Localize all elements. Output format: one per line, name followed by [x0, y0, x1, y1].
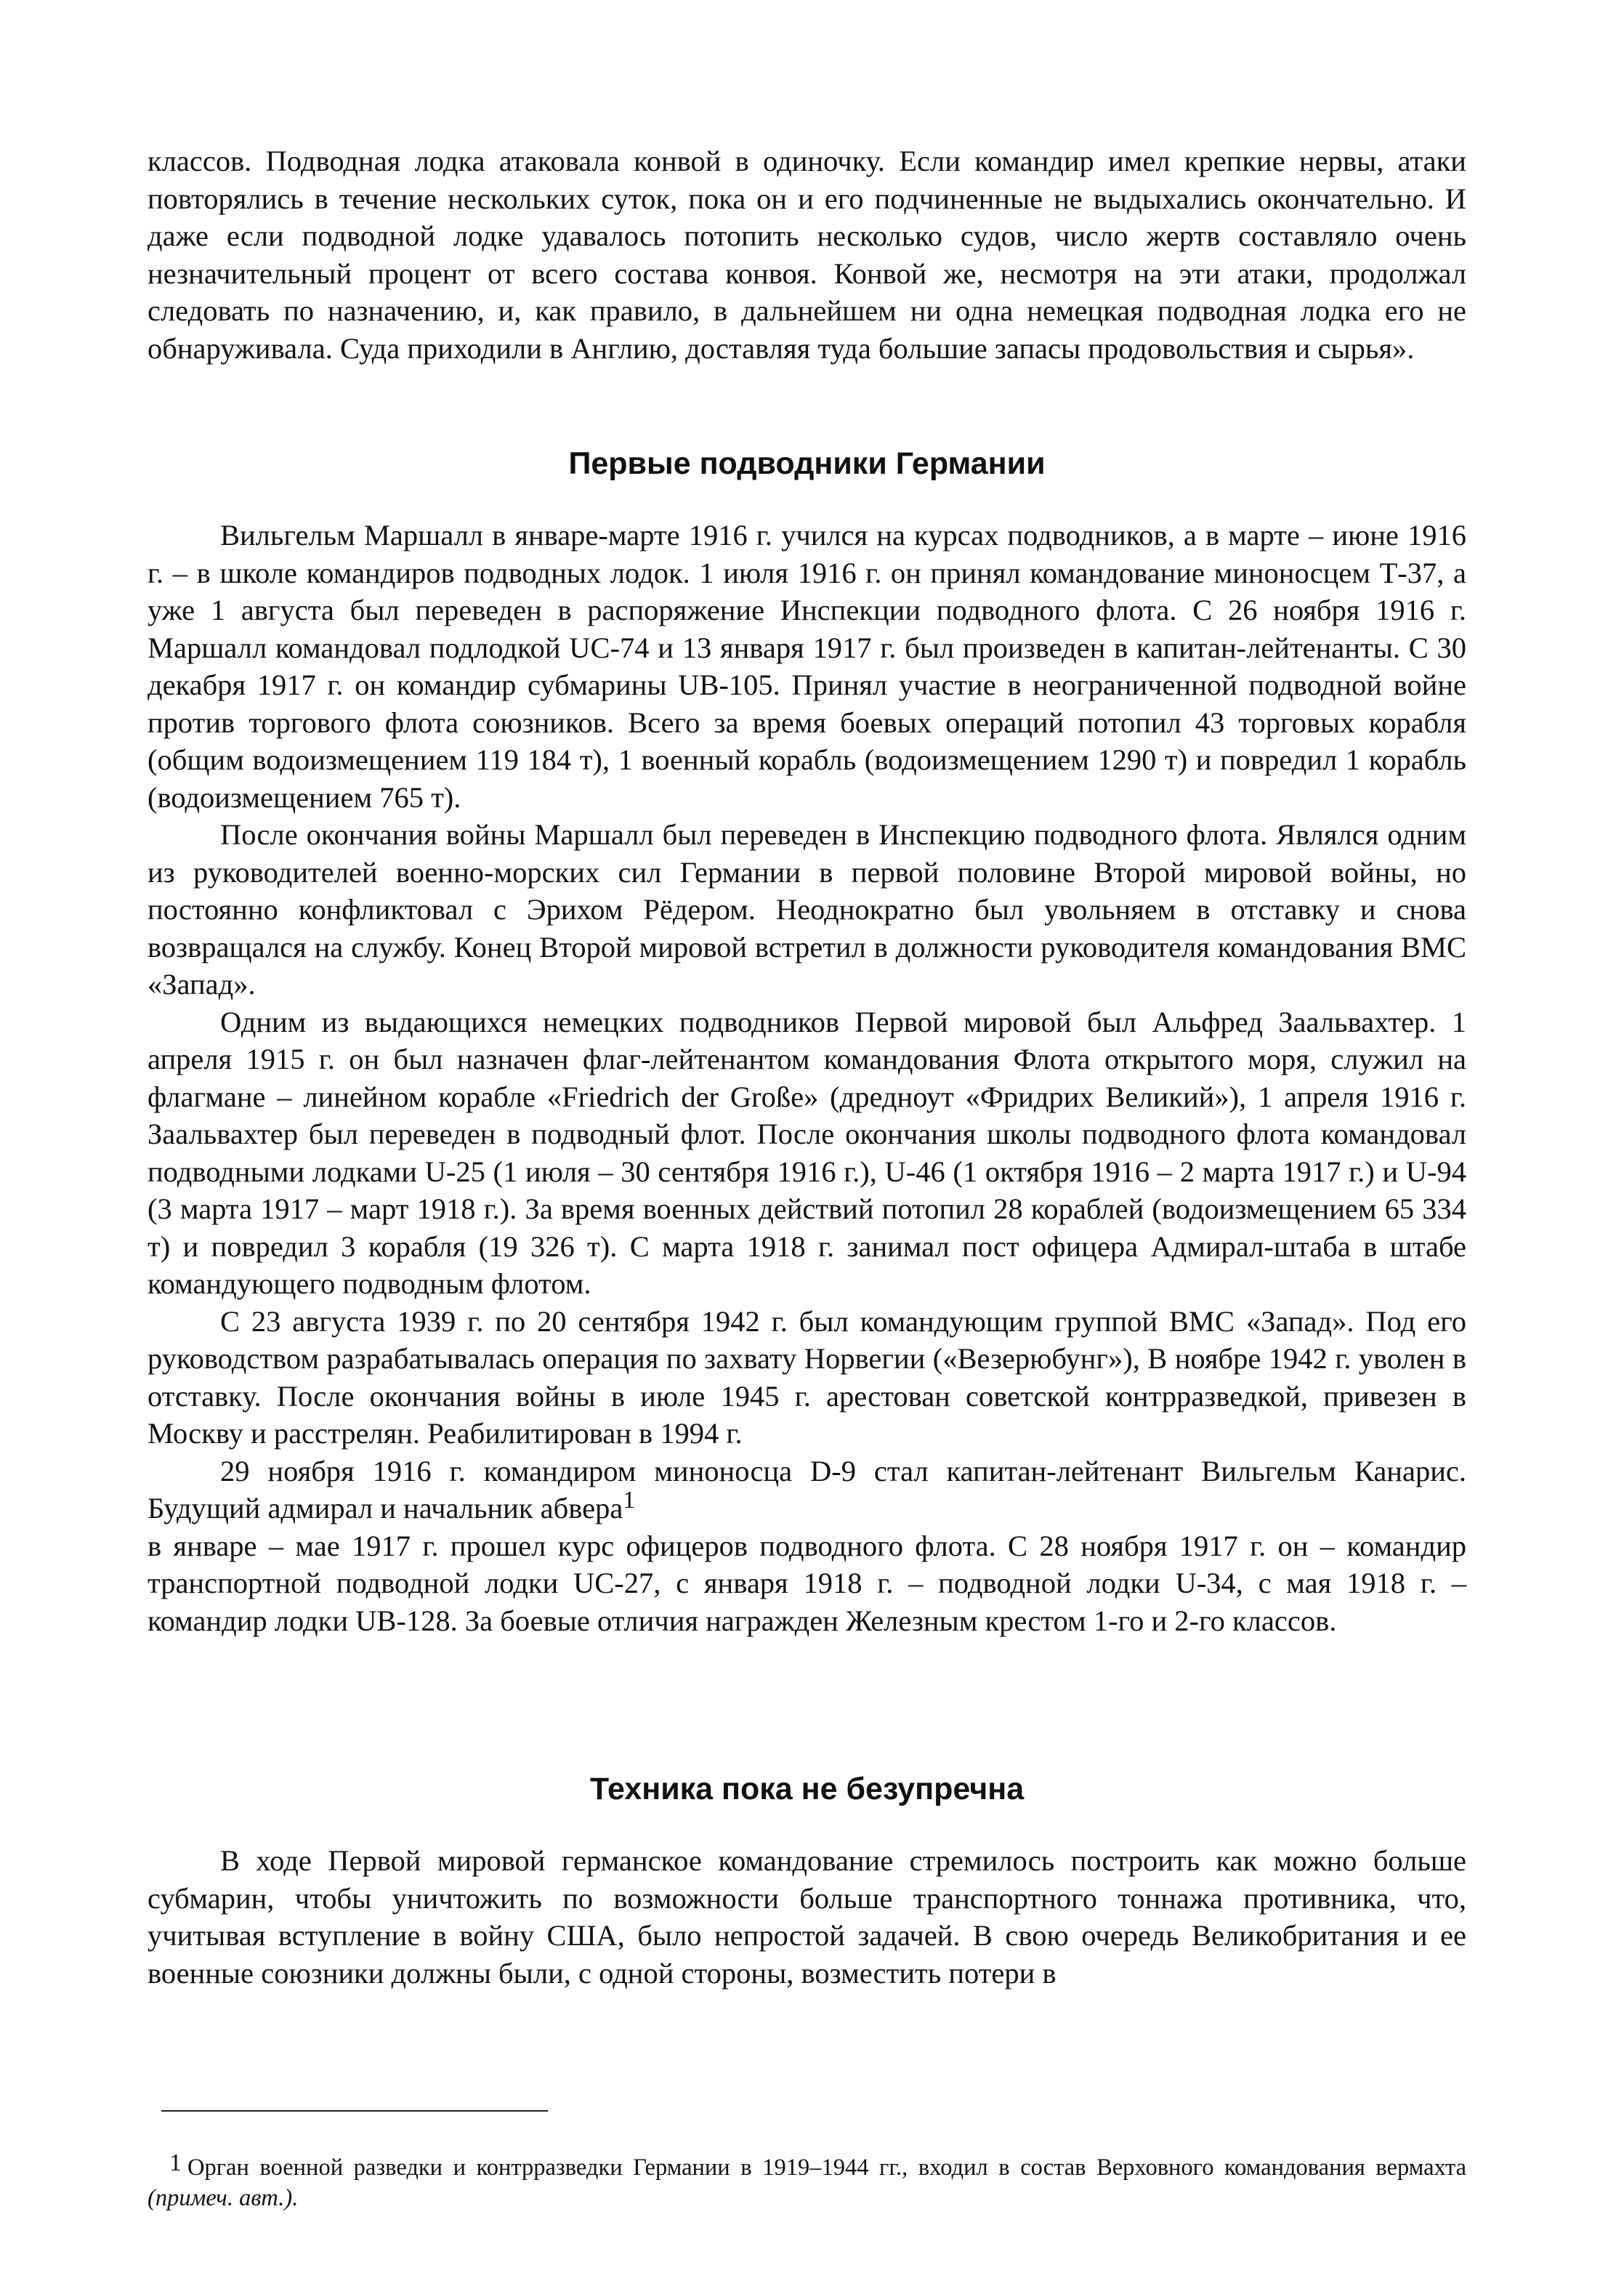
footnote [148, 2149, 1466, 2213]
text-block-intro [148, 142, 1466, 367]
footnote-mark: 1 [169, 2149, 182, 2176]
footnote-text: Орган военной разведки и контрразведки Германии в 1919–1944 гг., входил в состав Верховного командования вермахта [187, 2154, 1466, 2181]
paragraph: После окончания войны Маршалл был переведен в Инспекцию подводного флота. Являлся одним из руководителей военно-морских сил Германии в первой половине Второй мировой войны, но постоянно конфликтовал с Эрихом Рёдером. Неоднократно был увольняем в отставку и снова возвращался на службу. Конец Второй мировой встретил в должности руководителя командования ВМС «Запад». [148, 818, 1466, 1001]
footnote-paragraph [148, 2149, 1466, 2213]
footnote-separator [161, 2110, 548, 2112]
paragraph-text: 29 ноября 1916 г. командиром миноносца D-9 стал капитан-лейтенант Вильгельм Канарис. Будущий адмирал и начальник абвера [148, 1454, 1466, 1524]
paragraph [148, 1453, 1466, 1527]
text-block-first-submariners [148, 517, 1466, 1639]
paragraph: В ходе Первой мировой германское командование стремилось построить как можно больше субмарин, чтобы уничтожить по возможности больше транспортного тоннажа противника, что, учитывая вступление в войну США, было непростой задачей. В свою очередь Великобритания и ее военные союзники должны были, с одной стороны, возместить потери в [148, 1844, 1466, 1990]
paragraph: классов. Подводная лодка атаковала конвой в одиночку. Если командир имел крепкие нервы, атаки повторялись в течение нескольких суток, пока он и его подчиненные не выдыхались окончательно. И даже если подводной лодке удавалось потопить несколько судов, число жертв составляло очень незначительный процент от всего состава конвоя. Конвой же, несмотря на эти атаки, продолжал следовать по назначению, и, как правило, в дальнейшем ни одна немецкая подводная лодка его не обнаруживала. Суда приходили в Англию, доставляя туда большие запасы продовольствия и сырья». [148, 145, 1466, 365]
footnote-reference[interactable]: 1 [623, 1487, 636, 1514]
section-heading: Первые подводники Германии [568, 446, 1046, 481]
paragraph: Вильгельм Маршалл в январе-марте 1916 г. учился на курсах подводников, а в марте – июне 1916 г. – в школе командиров подводных лодок. 1 июля 1916 г. он принял командование миноносцем Т-37, а уже 1 августа был переведен в распоряжение Инспекции подводного флота. С 26 ноября 1916 г. Маршалл командовал подлодкой UC-74 и 13 января 1917 г. был произведен в капитан-лейтенанты. С 30 декабря 1917 г. он командир субмарины UB-105. Принял участие в неограниченной подводной войне против торгового флота союзников. Всего за время боевых операций потопил 43 торговых корабля (общим водоизмещением 119 184 т), 1 военный корабль (водоизмещением 1290 т) и повредил 1 корабль (водоизмещением 765 т). [148, 519, 1466, 814]
section-heading: Техника пока не безупречна [589, 1772, 1025, 1806]
paragraph: Одним из выдающихся немецких подводников Первой мировой был Альфред Заальвахтер. 1 апреля 1915 г. он был назначен флаг-лейтенантом командования Флота открытого моря, служил на флагмане – линейном корабле «Friedrich der Große» (дредноут «Фридрих Великий»), 1 апреля 1916 г. Заальвахтер был переведен в подводный флот. После окончания школы подводного флота командовал подводными лодками U-25 (1 июля – 30 сентября 1916 г.), U-46 (1 октября 1916 – 2 марта 1917 г.) и U-94 (3 марта 1917 – март 1918 г.). За время военных действий потопил 28 кораблей (водоизмещением 65 334 т) и повредил 3 корабля (19 326 т). С марта 1918 г. занимал пост офицера Адмирал-штаба в штабе командующего подводным флотом. [148, 1005, 1466, 1300]
paragraph: в январе – мае 1917 г. прошел курс офицеров подводного флота. С 28 ноября 1917 г. он – командир транспортной подводной лодки UC-27, с января 1918 г. – подводной лодки U-34, с мая 1918 г. – командир лодки UB-128. За боевые отличия награжден Железным крестом 1-го и 2-го классов. [148, 1529, 1466, 1637]
footnote-note: (примеч. авт.). [148, 2185, 299, 2211]
paragraph: С 23 августа 1939 г. по 20 сентября 1942 г. был командующим группой ВМС «Запад». Под его руководством разрабатывалась операция по захвату Норвегии («Везерюбунг»), В ноябре 1942 г. уволен в отставку. После окончания войны в июле 1945 г. арестован советской контрразведкой, привезен в Москву и расстрелян. Реабилитирован в 1994 г. [148, 1304, 1466, 1450]
text-block-technique [148, 1842, 1466, 1992]
